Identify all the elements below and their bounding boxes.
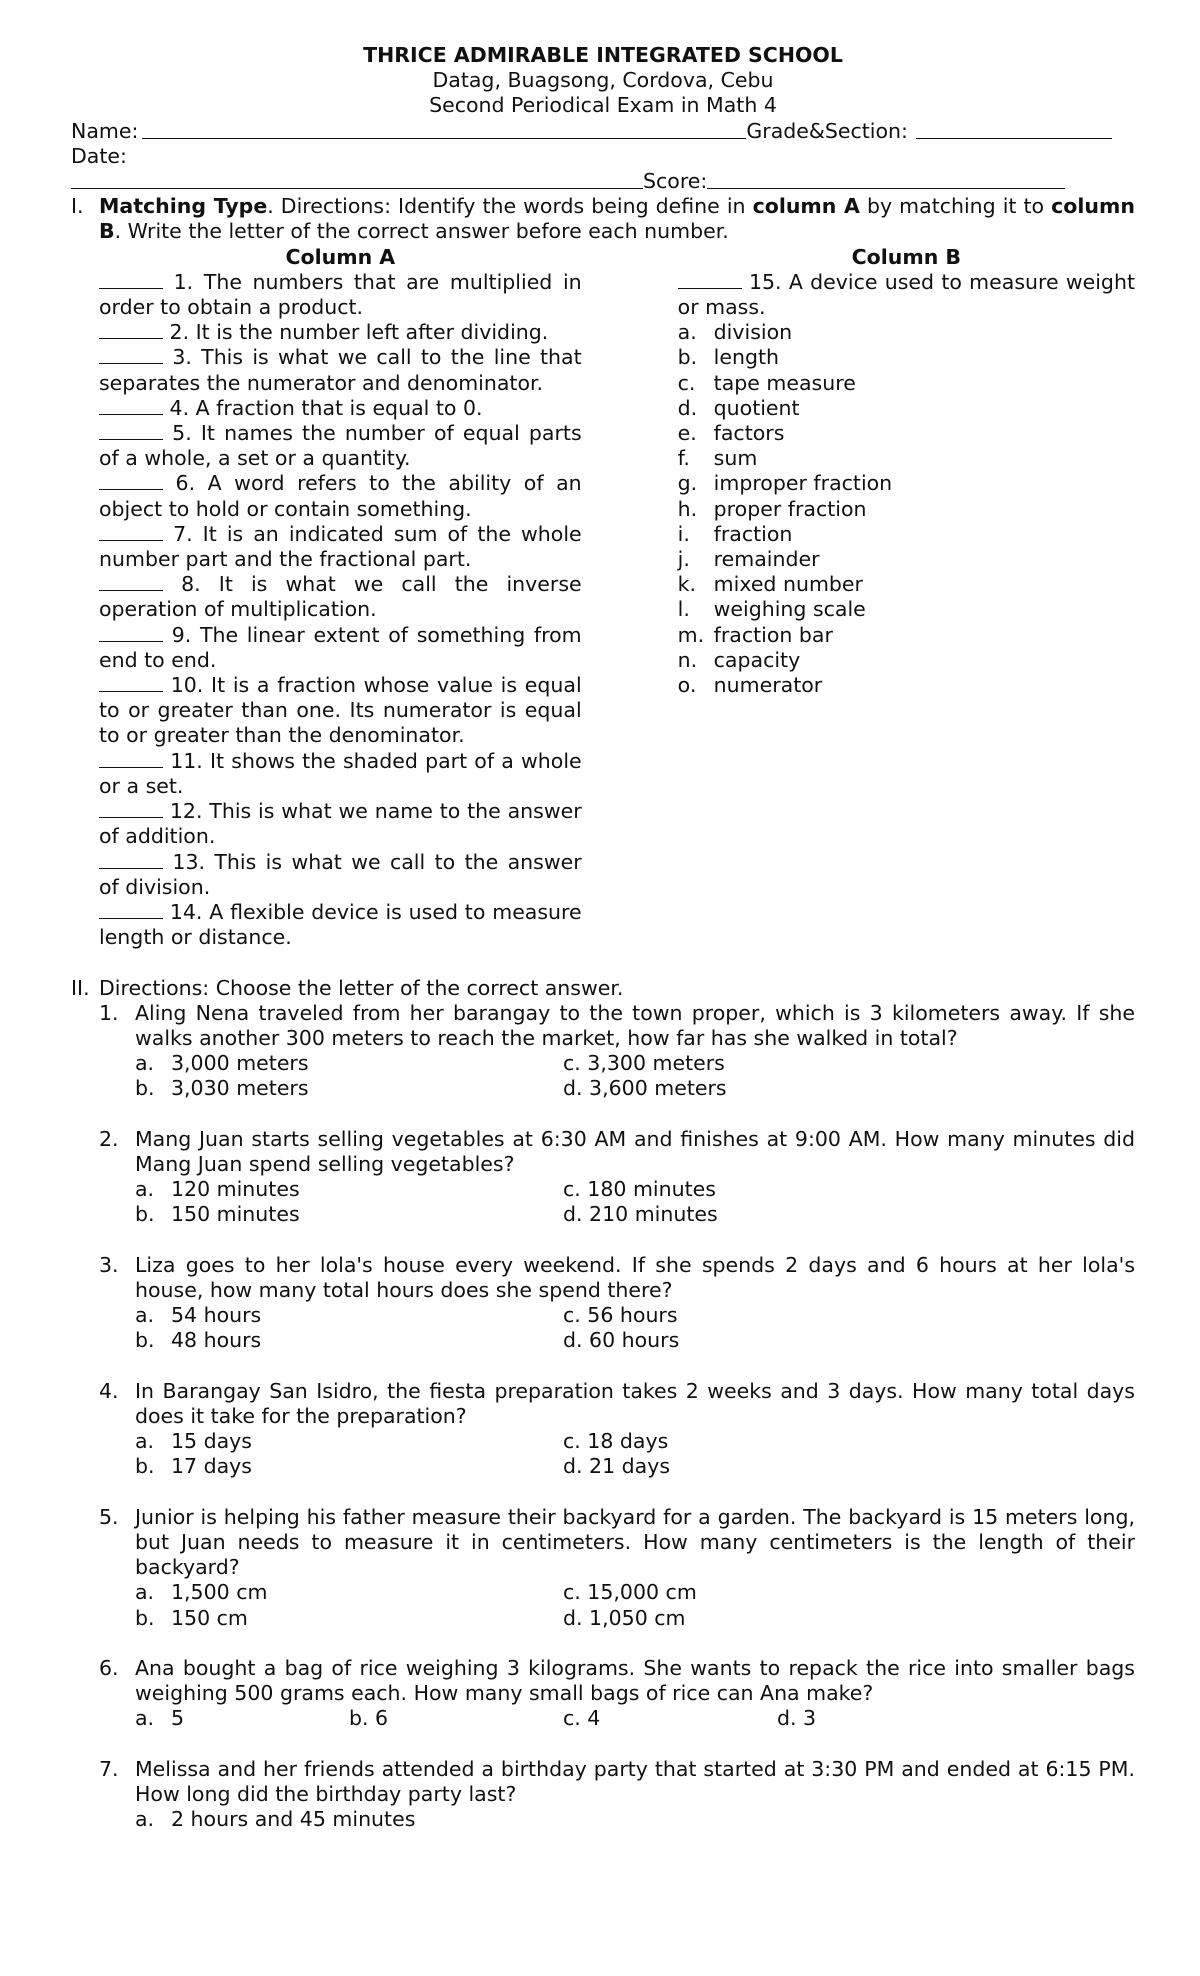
name-line[interactable]	[142, 119, 746, 139]
column-a-item: 8. It is what we call the inverse operation of multiplication.	[99, 572, 582, 622]
column-a-header: Column A	[285, 244, 396, 269]
option[interactable]: c. 3,300 meters	[563, 1051, 725, 1076]
column-a-item: 12. This is what we name to the answer of addition.	[99, 799, 582, 849]
question-list	[99, 1001, 1135, 1631]
column-a-item: 4. A fraction that is equal to 0.	[99, 396, 582, 421]
exam-page	[71, 43, 1135, 1832]
answer-blank[interactable]	[678, 271, 742, 289]
option[interactable]: b. 6	[349, 1706, 389, 1731]
answer-blank[interactable]	[99, 901, 163, 919]
name-label: Name:	[71, 118, 139, 143]
column-a-item: 13. This is what we call to the answer of division.	[99, 849, 582, 899]
option[interactable]: c. 56 hours	[563, 1303, 678, 1328]
column-b-choice: o. numerator	[677, 673, 823, 698]
question-options	[135, 1177, 1135, 1227]
column-b-choice: k. mixed number	[677, 572, 863, 597]
option[interactable]: d. 21 days	[563, 1454, 671, 1479]
grade-section-line[interactable]	[916, 119, 1112, 139]
school-name: THRICE ADMIRABLE INTEGRATED SCHOOL	[363, 43, 843, 67]
column-b-item-15: 15. A device used to measure weight or mass.	[677, 269, 1135, 320]
column-a-item: 14. A flexible device is used to measure length or distance.	[99, 899, 582, 950]
column-a-item: 6. A word refers to the ability of an object to hold or contain something.	[99, 471, 582, 521]
column-b-choice: f. sum	[677, 446, 758, 471]
answer-blank[interactable]	[99, 674, 163, 692]
column-b-choice: n. capacity	[677, 647, 801, 672]
question-5: 5. Junior is helping his father measure their backyard for a garden. The backyard is 15 meters long, but Juan needs to measure it in centimeters. How many centimeters is the length of their backyard? a. 1,500 cm c. 15,000 cm b. 150 cm d. 1,050 cm	[99, 1504, 1135, 1630]
option[interactable]: c. 180 minutes	[563, 1177, 716, 1202]
option[interactable]: b. 150 minutes	[135, 1202, 300, 1227]
question-6: 6. Ana bought a bag of rice weighing 3 kilograms. She wants to repack the rice into smaller bags weighing 500 grams each. How many small bags of rice can Ana make? a. 5 b. 6 c. 4 d. 3	[99, 1655, 1135, 1731]
option[interactable]: a. 120 minutes	[135, 1177, 300, 1202]
option[interactable]: b. 17 days	[135, 1454, 252, 1479]
answer-blank[interactable]	[99, 321, 163, 339]
date-label: Date:	[71, 143, 127, 168]
school-address: Datag, Buagsong, Cordova, Cebu	[432, 68, 774, 93]
column-b-choice: j. remainder	[677, 547, 820, 572]
answer-blank[interactable]	[99, 346, 163, 364]
part1-title: Matching Type	[99, 194, 268, 219]
question-6-block	[99, 1656, 1135, 1832]
answer-blank[interactable]	[99, 397, 163, 415]
column-a-item: 9. The linear extent of something from end to end.	[99, 622, 582, 672]
question-options	[135, 1303, 1135, 1353]
column-b-choice: a. division	[677, 320, 793, 345]
column-b-choice: m. fraction bar	[677, 622, 833, 647]
column-a-item: 1. The numbers that are multiplied in order to obtain a product.	[99, 269, 582, 320]
column-b-choice: g. improper fraction	[677, 471, 893, 496]
column-b-header: Column B	[851, 244, 962, 269]
answer-blank[interactable]	[99, 271, 163, 289]
question-7: 7. Melissa and her friends attended a birthday party that started at 3:30 PM and ended at 6:15 PM. How long did the birthday party last? a. 2 hours and 45 minutes	[99, 1756, 1135, 1832]
answer-blank[interactable]	[99, 472, 163, 490]
option[interactable]: a. 2 hours and 45 minutes	[135, 1807, 416, 1832]
option[interactable]: c. 18 days	[563, 1429, 669, 1454]
column-b-choice: d. quotient	[677, 395, 800, 420]
answer-blank[interactable]	[99, 573, 163, 591]
answer-blank[interactable]	[99, 523, 163, 541]
option[interactable]: b. 3,030 meters	[135, 1076, 309, 1101]
question-1: 1. Aling Nena traveled from her barangay to the town proper, which is 3 kilometers away. If she walks another 300 meters to reach the market, how far has she walked in total? a. 3,000 meters c. 3,300 meters b. 3,030 meters d. 3,600 meters	[99, 1000, 1135, 1101]
answer-blank[interactable]	[99, 422, 163, 440]
answer-blank[interactable]	[99, 750, 163, 768]
part1-directions: I. Matching Type. Directions: Identify the words being define in column A by matching it to column B. Write the letter of the correct answer before each number.	[71, 194, 1135, 244]
option[interactable]: a. 54 hours	[135, 1303, 262, 1328]
part2-numeral: II.	[71, 975, 90, 1000]
column-b-choices	[678, 320, 1135, 698]
part2-directions: II. Directions: Choose the letter of the correct answer.	[71, 975, 624, 1000]
question-2: 2. Mang Juan starts selling vegetables at 6:30 AM and finishes at 9:00 AM. How many minutes did Mang Juan spend selling vegetables? a. 120 minutes c. 180 minutes b. 150 minutes d. 210 minutes	[99, 1126, 1135, 1227]
question-6-options	[135, 1706, 1135, 1731]
question-3: 3. Liza goes to her lola's house every weekend. If she spends 2 days and 6 hours at her lola's house, how many total hours does she spend there? a. 54 hours c. 56 hours b. 48 hours d. 60 hours	[99, 1252, 1135, 1353]
option[interactable]: a. 15 days	[135, 1429, 252, 1454]
column-b-choice: e. factors	[677, 421, 785, 446]
option[interactable]: d. 1,050 cm	[563, 1605, 686, 1630]
column-b-choice: b. length	[677, 345, 779, 370]
date-line[interactable]	[71, 169, 643, 189]
question-options	[135, 1580, 1135, 1630]
option[interactable]: d. 3,600 meters	[563, 1076, 727, 1101]
answer-blank[interactable]	[99, 851, 163, 869]
column-b-choice: i. fraction	[677, 521, 793, 546]
column-a-item: 10. It is a fraction whose value is equal to or greater than one. Its numerator is equal to or greater than the denominator.	[99, 673, 582, 748]
column-a-item: 11. It shows the shaded part of a whole or a set.	[99, 748, 582, 798]
option[interactable]: d. 210 minutes	[563, 1202, 718, 1227]
option[interactable]: c. 4	[563, 1706, 601, 1731]
question-options	[135, 1429, 1135, 1479]
score-row	[71, 169, 1135, 194]
exam-title: Second Periodical Exam in Math 4	[429, 93, 777, 118]
option[interactable]: c. 15,000 cm	[563, 1580, 697, 1605]
option[interactable]: d. 60 hours	[563, 1328, 680, 1353]
column-b-choice: c. tape measure	[677, 370, 856, 395]
question-4: 4. In Barangay San Isidro, the fiesta preparation takes 2 weeks and 3 days. How many total days does it take for the preparation? a. 15 days c. 18 days b. 17 days d. 21 days	[99, 1378, 1135, 1479]
option[interactable]: a. 1,500 cm	[135, 1580, 268, 1605]
column-a-item: 7. It is an indicated sum of the whole number part and the fractional part.	[99, 521, 582, 572]
score-label: Score:	[643, 169, 708, 194]
part2	[71, 976, 1135, 1833]
option[interactable]: b. 150 cm	[135, 1605, 248, 1630]
answer-blank[interactable]	[99, 624, 163, 642]
column-a-item: 2. It is the number left after dividing.	[99, 320, 582, 345]
score-line[interactable]	[707, 169, 1065, 189]
column-b-choice: l. weighing scale	[677, 597, 866, 622]
grade-section-label: Grade&Section:	[746, 118, 908, 143]
option[interactable]: b. 48 hours	[135, 1328, 262, 1353]
column-b-choice: h. proper fraction	[677, 496, 867, 521]
column-a-item: 5. It names the number of equal parts of a whole, a set or a quantity.	[99, 421, 582, 471]
column-b	[678, 245, 1135, 951]
part1-numeral: I.	[71, 194, 84, 219]
question-options	[135, 1051, 1135, 1101]
answer-blank[interactable]	[99, 800, 163, 818]
option[interactable]: a. 5	[135, 1706, 185, 1731]
matching-columns	[71, 245, 1135, 951]
option[interactable]: a. 3,000 meters	[135, 1051, 309, 1076]
column-a	[99, 245, 582, 951]
date-row	[71, 144, 1135, 169]
option[interactable]: d. 3	[777, 1706, 817, 1731]
column-a-item: 3. This is what we call to the line that separates the numerator and denominator.	[99, 345, 582, 395]
name-grade-row	[71, 119, 1135, 144]
